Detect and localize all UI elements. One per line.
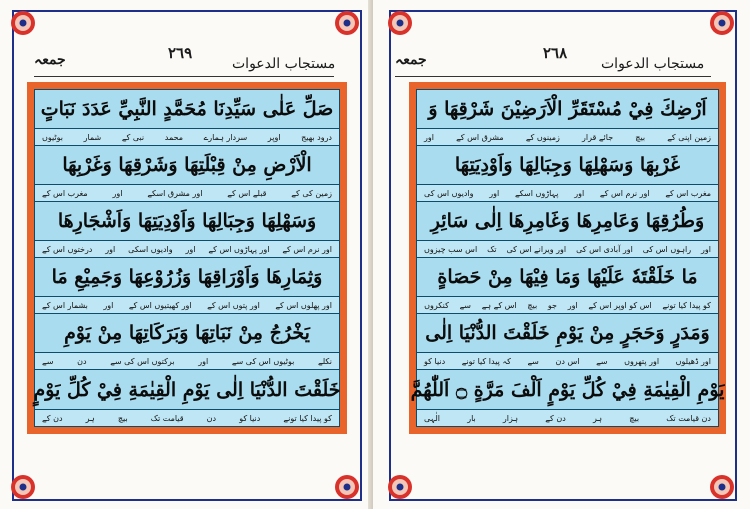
urdu-translation-line xyxy=(417,409,718,426)
translation-word: بار xyxy=(467,413,476,423)
arabic-text-line: خَلَقْتَ الدُّنْيَا اِلٰى يَوْمِ الْقِيٰمَةِ فِيْ كُلِّ يَوْمٍ xyxy=(33,378,341,401)
prayer-panel xyxy=(27,82,347,434)
urdu-translation-line xyxy=(417,128,718,146)
translation-word: قیامت تک xyxy=(150,413,184,423)
translation-word: اور نرم اس کے xyxy=(282,244,332,254)
prayer-line xyxy=(410,370,725,426)
translation-word: مشرق اس کے xyxy=(456,132,504,142)
prayer-text-area xyxy=(34,89,340,427)
translation-word: الٰہی xyxy=(424,413,441,423)
book-title: مستجاب الدعوات xyxy=(601,56,705,72)
translation-word: اور ڈھیلوں xyxy=(675,356,711,366)
translation-word: دنیا کو xyxy=(424,356,446,366)
translation-word: اوپر xyxy=(267,132,281,142)
translation-word: اور xyxy=(567,300,578,310)
left-page xyxy=(0,0,373,509)
translation-word: مغرب اس کے xyxy=(665,188,711,198)
arabic-text-line: يَوْمِ الْقِيٰمَةِ فِيْ كُلِّ يَوْمٍ اَلْفَ مَرَّةٍ ۝ اَللّٰهُمَّ xyxy=(410,378,725,401)
translation-word: اور xyxy=(489,188,500,198)
translation-word: اور xyxy=(185,244,196,254)
prayer-line xyxy=(417,314,718,370)
translation-word: درختوں اس کے xyxy=(42,244,93,254)
translation-word: اس کو اوپر اس کے xyxy=(588,300,652,310)
translation-word: زمین کی کے xyxy=(291,188,332,198)
urdu-translation-line xyxy=(35,240,339,258)
ornament-corner-icon xyxy=(385,472,415,502)
urdu-translation-line xyxy=(35,296,339,314)
translation-word: اور نرم اس کے xyxy=(599,188,650,198)
day-label: جمعہ xyxy=(395,52,427,68)
arabic-text-line: وَمَدَرٍ وَحَجَرٍ مِنْ يَوْمِ خَلَقْتَ الدُّنْيَا اِلٰى xyxy=(425,322,710,344)
translation-word: سردار ہمارے xyxy=(203,132,248,142)
translation-word: شمار xyxy=(83,132,102,142)
translation-word: اور xyxy=(198,356,209,366)
arabic-text-line: يَخْرُجُ مِنْ نَبَاتِهَا وَبَرَكَاتِهَا مِنْ يَوْمِ xyxy=(64,322,310,344)
prayer-line xyxy=(35,202,339,258)
translation-word: بیچ xyxy=(629,413,640,423)
header-rule xyxy=(395,76,711,77)
translation-word: قبلے اس کے xyxy=(227,188,267,198)
urdu-translation-line xyxy=(35,352,339,370)
translation-word: دن کے xyxy=(42,413,63,423)
ornament-corner-icon xyxy=(8,8,38,38)
arabic-text-line: الْاَرْضِ مِنْ قِبْلَتِهَا وَشَرْقِهَا وَغَرْبِهَا xyxy=(62,154,312,176)
translation-word: محمد xyxy=(164,132,184,142)
urdu-translation-line xyxy=(417,352,718,370)
prayer-line xyxy=(35,146,339,202)
page-number: ٢٦٨ xyxy=(543,44,568,62)
prayer-line xyxy=(417,202,718,258)
translation-word: جائے قرار xyxy=(582,132,614,142)
arabic-text-line: صَلِّ عَلٰى سَيِّدِنَا مُحَمَّدٍ النَّبِيِّ عَدَدَ نَبَاتٍ xyxy=(40,98,334,120)
translation-word: نکلے xyxy=(318,356,332,366)
translation-word: بوٹیوں xyxy=(42,132,64,142)
translation-word: کو پیدا کیا تونے xyxy=(283,413,332,423)
translation-word: اور پہاڑوں اس کے xyxy=(208,244,270,254)
prayer-line xyxy=(35,314,339,370)
translation-word: اور مشرق اسکے xyxy=(147,188,203,198)
translation-word: پہاڑوں اسکے xyxy=(514,188,559,198)
page-number: ٢٦٩ xyxy=(168,44,193,62)
translation-word: اور xyxy=(105,244,116,254)
urdu-translation-line xyxy=(35,409,339,426)
arabic-text-line: وَسَهْلِهَا وَجِبَالِهَا وَاَوْدِيَتِهَا وَاَشْجَارِهَا xyxy=(57,210,317,232)
translation-word: کہ پیدا کیا تونے xyxy=(461,356,511,366)
translation-word: وادیوں اس کی xyxy=(424,188,474,198)
translation-word: ہزار xyxy=(502,413,519,423)
prayer-line xyxy=(35,258,339,314)
translation-word: دن قیامت تک xyxy=(666,413,711,423)
translation-word: اور پتوں اس کے xyxy=(207,300,260,310)
translation-word: بیچ xyxy=(527,300,538,310)
translation-word: زمینوں کے xyxy=(525,132,560,142)
ornament-corner-icon xyxy=(8,472,38,502)
translation-word: اور xyxy=(112,188,123,198)
arabic-text-line: اَرْضِكَ فِيْ مُسْتَقَرِّ الْاَرَضِيْنَ شَرْقِهَا وَ xyxy=(428,98,707,120)
translation-word: دن xyxy=(77,356,87,366)
translation-word: سے xyxy=(42,356,54,366)
ornament-corner-icon xyxy=(332,472,362,502)
translation-word: راہوں اس کی xyxy=(642,244,692,254)
translation-word: اور پتھروں xyxy=(624,356,660,366)
urdu-translation-line xyxy=(35,184,339,202)
translation-word: اس کے ہے xyxy=(481,300,517,310)
prayer-line xyxy=(417,258,718,314)
urdu-translation-line xyxy=(417,240,718,258)
translation-word: اور xyxy=(103,300,114,310)
book-title: مستجاب الدعوات xyxy=(232,56,336,72)
translation-word: تک xyxy=(487,244,497,254)
day-label: جمعہ xyxy=(34,52,66,68)
translation-word: اور کھیتیوں اس کے xyxy=(128,300,192,310)
right-page xyxy=(373,0,750,509)
translation-word: اس دن xyxy=(555,356,580,366)
prayer-line xyxy=(35,90,339,146)
translation-word: بشمار اس کے xyxy=(42,300,88,310)
translation-word: برکتوں اس کی سے xyxy=(110,356,175,366)
arabic-text-line: غَرْبِهَا وَسَهْلِهَا وَجِبَالِهَا وَاَوْدِيَتِهَا xyxy=(454,154,681,176)
translation-word: اور ویرانے اس کی xyxy=(506,244,567,254)
translation-word: اور xyxy=(701,244,711,254)
arabic-text-line: وَطُرُقِهَا وَعَامِرِهَا وَغَامِرِهَا اِلٰى سَائِرِ xyxy=(430,210,705,232)
ornament-corner-icon xyxy=(332,8,362,38)
prayer-line xyxy=(417,146,718,202)
urdu-translation-line xyxy=(417,296,718,314)
prayer-text-area xyxy=(410,89,725,427)
prayer-line xyxy=(35,370,339,426)
urdu-translation-line xyxy=(35,128,339,146)
translation-word: اور xyxy=(424,132,434,142)
prayer-panel xyxy=(409,82,726,434)
translation-word: سے xyxy=(527,356,539,366)
translation-word: مغرب اس کے xyxy=(42,188,88,198)
translation-word: دنیا کو xyxy=(239,413,261,423)
ornament-corner-icon xyxy=(385,8,415,38)
translation-word: نبی کے xyxy=(121,132,145,142)
translation-word: بوٹیوں اس کی سے xyxy=(231,356,295,366)
ornament-corner-icon xyxy=(707,8,737,38)
translation-word: جو xyxy=(547,300,557,310)
header-rule xyxy=(34,76,334,77)
translation-word: اور پھلوں اس کے xyxy=(275,300,332,310)
translation-word: کو پیدا کیا تونے xyxy=(662,300,711,310)
urdu-translation-line xyxy=(417,184,718,202)
translation-word: ہر xyxy=(85,413,95,423)
translation-word: کنکروں xyxy=(424,300,449,310)
translation-word: وادیوں اسکی xyxy=(128,244,173,254)
translation-word: سے xyxy=(459,300,471,310)
arabic-text-line: مَا خَلَقْتَهٗ عَلَيْهَا وَمَا فِيْهَا مِنْ حَصَاةٍ xyxy=(437,266,698,288)
translation-word: دن xyxy=(206,413,217,423)
translation-word: بیچ xyxy=(635,132,646,142)
prayer-line xyxy=(417,90,718,146)
translation-word: ہر xyxy=(592,413,603,423)
translation-word: سے xyxy=(596,356,608,366)
arabic-text-line: وَثِمَارِهَا وَاَوْرَاقِهَا وَزُرُوْعِهَا وَجَمِيْعِ مَا xyxy=(51,266,323,288)
ornament-corner-icon xyxy=(707,472,737,502)
translation-word: اور xyxy=(574,188,585,198)
translation-word: اس سب چیزوں xyxy=(424,244,478,254)
translation-word: درود بھیج xyxy=(301,132,332,142)
translation-word: اور آبادی اس کی xyxy=(576,244,633,254)
translation-word: بیچ xyxy=(117,413,128,423)
translation-word: دن کے xyxy=(545,413,566,423)
translation-word: زمین اپنی کے xyxy=(667,132,711,142)
